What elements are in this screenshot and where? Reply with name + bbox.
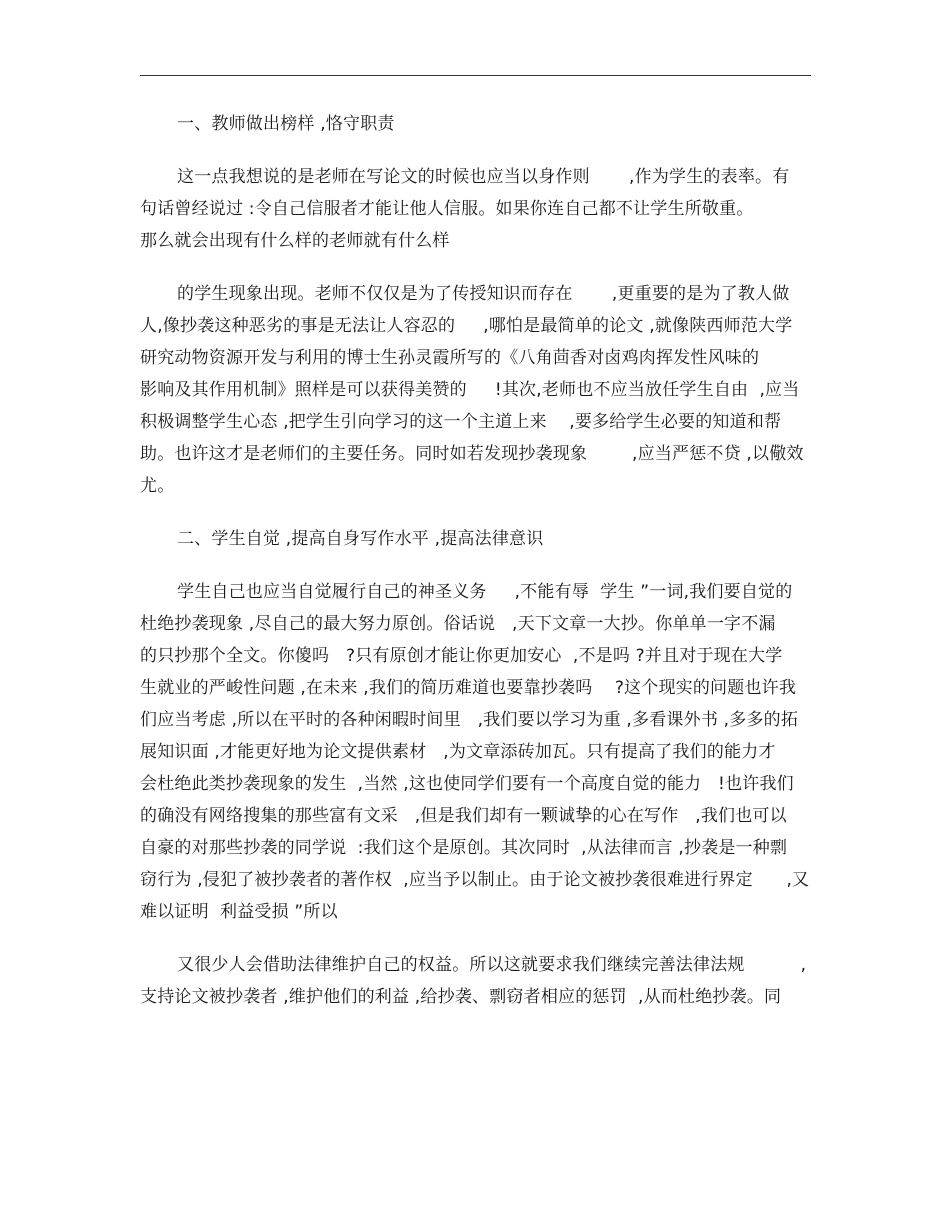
text-line: 展知识面 ,才能更好地为论文提供素材 ,为文章添砖加瓦。只有提高了我们的能力才: [140, 742, 776, 762]
text-line: 人,像抄袭这种恶劣的事是无法让人容忍的 ,哪怕是最简单的论文 ,就像陕西师范大学: [140, 316, 793, 336]
text-line: 自豪的对那些抄袭的同学说 :我们这个是原创。其次同时 ,从法律而言 ,抄袭是一种剽: [140, 838, 788, 858]
paragraph-gap: [140, 257, 811, 278]
paragraph-gap: [140, 928, 811, 949]
paragraph-gap: [140, 140, 811, 161]
section-heading-2: 二、学生自觉 ,提高自身写作水平 ,提高法律意识: [177, 529, 544, 549]
text-line: 窃行为 ,侵犯了被抄袭者的著作权 ,应当予以制止。由于论文被抄袭很难进行界定 ,又: [140, 870, 810, 890]
text-line: 支持论文被抄袭者 ,维护他们的利益 ,给抄袭、剽窃者相应的惩罚 ,从而杜绝抄袭。同: [140, 987, 782, 1007]
paragraph-teacher-duty: [140, 278, 811, 502]
text-line: 生就业的严峻性问题 ,在未来 ,我们的简历难道也要靠抄袭吗 ?这个现实的问题也许我: [140, 678, 797, 698]
header-rule: [140, 75, 811, 76]
text-line: 句话曾经说过 :令自己信服者才能让他人信服。如果你连自己都不让学生所敬重。: [140, 199, 754, 219]
text-line: 那么就会出现有什么样的老师就有什么样: [140, 231, 450, 251]
paragraph-legal-protection: [140, 949, 811, 1013]
paragraph-gap: [140, 502, 811, 523]
text-line: 学生自己也应当自觉履行自己的神圣义务 ,不能有辱 学生 ”一词,我们要自觉的: [177, 582, 793, 602]
text-line: 研究动物资源开发与利用的博士生孙灵霞所写的《八角茴香对卤鸡肉挥发性风味的: [140, 348, 760, 368]
paragraph-student-self-discipline: [140, 576, 811, 928]
text-line: 尤。: [140, 476, 175, 496]
section-heading-1: 一、教师做出榜样 ,恪守职责: [177, 114, 395, 134]
text-line: 难以证明 利益受损 ”所以: [140, 902, 338, 922]
text-line: 这一点我想说的是老师在写论文的时候也应当以身作则 ,作为学生的表率。有: [177, 167, 790, 187]
text-line: 的只抄那个全文。你傻吗 ?只有原创才能让你更加安心 ,不是吗 ?并且对于现在大学: [140, 646, 783, 666]
text-line: 们应当考虑 ,所以在平时的各种闲暇时间里 ,我们要以学习为重 ,多看课外书 ,多多的拓: [140, 710, 799, 730]
text-line: 的学生现象出现。老师不仅仅是为了传授知识而存在 ,更重要的是为了教人做: [177, 284, 790, 304]
text-line: 的确没有网络搜集的那些富有文采 ,但是我们却有一颗诚挚的心在写作 ,我们也可以: [140, 806, 787, 826]
text-line: 又很少人会借助法律维护自己的权益。所以这就要求我们继续完善法律法规 ,: [177, 955, 807, 975]
text-line: 积极调整学生心态 ,把学生引向学习的这一个主道上来 ,要多给学生必要的知道和帮: [140, 412, 782, 432]
paragraph-teacher-example: [140, 161, 811, 257]
text-line: 影响及其作用机制》照样是可以获得美赞的 !其次,老师也不应当放任学生自由 ,应当: [140, 380, 800, 400]
document-body: [140, 108, 811, 1013]
text-line: 会杜绝此类抄袭现象的发生 ,当然 ,这也使同学们要有一个高度自觉的能力 !也许我们: [140, 774, 794, 794]
paragraph-gap: [140, 555, 811, 576]
text-line: 助。也许这才是老师们的主要任务。同时如若发现抄袭现象 ,应当严惩不贷 ,以儆效: [140, 444, 804, 464]
text-line: 杜绝抄袭现象 ,尽自己的最大努力原创。俗话说 ,天下文章一大抄。你单单一字不漏: [140, 614, 776, 634]
